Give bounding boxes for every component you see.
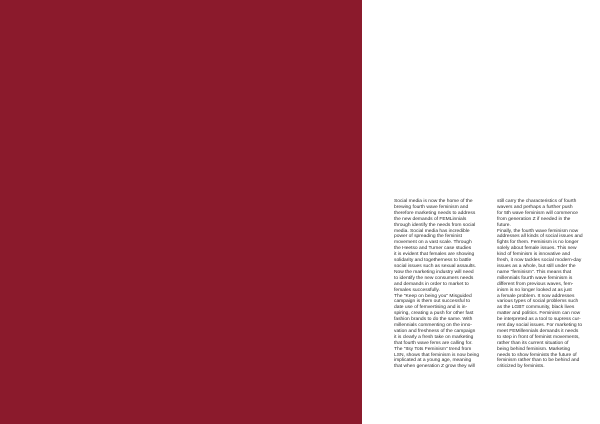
right-page	[362, 0, 600, 424]
article-column-1: Social media is now the home of the brewing fourth wave feminism and therefore marketing needs to address the new demands of FEMLinnials through identify the needs from social media. Social media has incredible power of spreading the feminist movement on a vast scale. Through the Heetso and Turner case studies it is evident that females are showing solidarity and togetherness to battle social issues such as sexual assaults. Now the marketing industry will need to identify the new consumers needs and demands in order to market to females successfully. The "Keep on being you" Misguided campaign is them out successful to date use of femvertising and is in- spiring, creating a push for other fast fashion brands to do the same. With millennials commenting on the inno- vation and freshness of the campaign it is clearly a fresh take on marketing that fourth wave fems are calling for. The "Itsy Tots Feminism" trend from LSN, shows that feminism is now being implicated at a young age, meaning that when generation Z grow they will	[394, 199, 480, 370]
article-column-2: still carry the characteristics of fourth wavers and perhaps a further push for 5th wave feminism will commence from generation Z if needed in the future. Finally, the fourth wave feminism now addresses all kinds of social issues and fights for them. Feminism is no longer solely about female issues. This new kind of feminism is innovative and fresh, it now tackles social modern-day issues as a whole, but still under the name "feminism". This means that millennials fourth wave feminism is different from previous waves, fem- inism is no longer looked at as just a female problem. It now addresses various types of social problems such as the LGBT community, black lives matter and politics. Feminism can now be interpreted as a tool to supress cur- rent day social issues. For marketing to meet FEMillennials demands it needs to step in front of feminist movements, rather than its current situation of being behind feminism. Marketing needs to show feminists the future of feminism rather than to be behind and criticized by feminists.	[497, 199, 583, 370]
